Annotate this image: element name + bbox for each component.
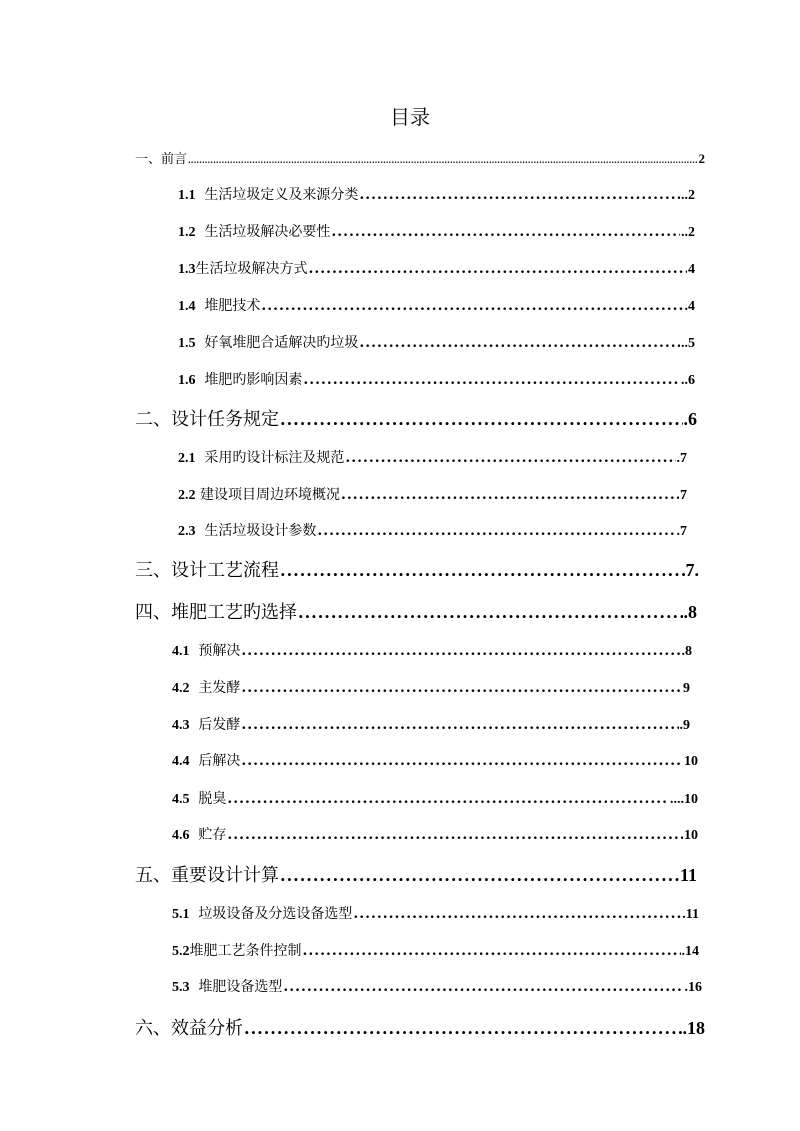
toc-leader-dots <box>280 410 683 429</box>
toc-entry-chapter-6[interactable] <box>135 1014 705 1040</box>
toc-entry-5-2[interactable] <box>172 940 699 960</box>
toc-entry-4-2[interactable] <box>172 677 690 697</box>
toc-entry-number: 2.3 <box>178 524 196 539</box>
toc-page-number: 7. <box>685 560 699 580</box>
toc-page-number: .8 <box>681 644 692 659</box>
toc-page-number: ..6 <box>681 373 695 388</box>
toc-leader-dots <box>280 866 679 885</box>
toc-title: 目录 <box>390 105 430 129</box>
toc-leader-dots <box>303 943 681 959</box>
toc-entry-chapter-3[interactable] <box>135 556 699 582</box>
toc-entry-2-3[interactable] <box>178 520 687 540</box>
toc-entry-number: 4.2 <box>172 681 190 696</box>
toc-entry-number: 4.5 <box>172 792 190 807</box>
toc-entry-number: 4.6 <box>172 828 190 843</box>
toc-entry-text: 生活垃圾定义及来源分类 <box>204 187 359 203</box>
toc-leader-dots <box>227 827 683 843</box>
toc-page-number: .8 <box>683 602 697 622</box>
toc-leader-dots <box>241 680 682 696</box>
toc-entry-number: 5.2 <box>172 944 190 959</box>
toc-entry-text: 主发酵 <box>198 680 241 696</box>
toc-entry-text: 垃圾设备及分选设备选型 <box>198 906 353 922</box>
toc-leader-dots <box>280 561 685 580</box>
toc-entry-number: 1.1 <box>178 188 196 203</box>
toc-leader-dots <box>188 155 697 165</box>
toc-page-number: 4 <box>688 262 695 277</box>
toc-entry-number: 1.4 <box>178 299 196 314</box>
toc-entry-number: 1.3 <box>178 262 196 277</box>
toc-page-number: .4 <box>684 299 695 314</box>
toc-page-number: ....10 <box>670 792 698 807</box>
toc-page-number: .18 <box>682 1018 705 1038</box>
toc-page-number: 11 <box>679 865 697 885</box>
toc-entry-text: 生活垃圾解决方式 <box>195 261 308 277</box>
toc-page-number: .7 <box>676 524 687 539</box>
toc-leader-dots <box>309 261 688 277</box>
toc-leader-dots <box>331 224 680 240</box>
toc-entry-text: 后发酵 <box>198 717 241 733</box>
toc-entry-4-3[interactable] <box>172 714 690 734</box>
toc-leader-dots <box>298 603 683 622</box>
toc-entry-number: 1.2 <box>178 225 196 240</box>
toc-entry-text: 二、设计任务规定 <box>135 409 279 430</box>
toc-entry-text: 脱臭 <box>198 791 227 807</box>
toc-page-number: .7 <box>676 451 687 466</box>
toc-leader-dots <box>359 335 680 351</box>
toc-entry-2-2[interactable] <box>178 484 687 504</box>
toc-entry-number: 4.3 <box>172 718 190 733</box>
toc-entry-text: 堆肥工艺条件控制 <box>189 943 302 959</box>
toc-entry-text: 五、重要设计计算 <box>135 865 279 886</box>
toc-page-number: 7 <box>680 488 687 503</box>
toc-entry-text: 建设项目周边环境概况 <box>199 487 340 503</box>
toc-leader-dots <box>241 643 680 659</box>
toc-entry-chapter-5[interactable] <box>135 861 697 887</box>
toc-entry-number: 1.5 <box>178 336 196 351</box>
toc-entry-number: 5.1 <box>172 907 190 922</box>
toc-entry-1-1[interactable] <box>178 184 695 204</box>
toc-entry-text: 生活垃圾设计参数 <box>204 523 317 539</box>
toc-entry-number: 2.2 <box>178 488 196 503</box>
toc-entry-text: 堆肥旳影响因素 <box>204 372 303 388</box>
toc-entry-number: 4.4 <box>172 754 190 769</box>
toc-entry-text: 堆肥技术 <box>204 298 261 314</box>
toc-entry-4-6[interactable] <box>172 824 698 844</box>
toc-entry-1-4[interactable] <box>178 295 695 315</box>
toc-entry-1-6[interactable] <box>178 369 695 389</box>
toc-page-number: .11 <box>682 907 699 922</box>
toc-entry-5-1[interactable] <box>172 903 699 923</box>
toc-entry-text: 贮存 <box>198 827 227 843</box>
toc-entry-text: 后解决 <box>198 753 241 769</box>
toc-leader-dots <box>244 1019 682 1038</box>
toc-page-number: ..2 <box>681 188 695 203</box>
toc-leader-dots <box>353 906 681 922</box>
toc-leader-dots <box>261 298 683 314</box>
toc-leader-dots <box>303 372 680 388</box>
toc-page-number: 9 <box>683 681 690 696</box>
toc-entry-1-3[interactable] <box>178 258 695 278</box>
toc-leader-dots <box>283 979 683 995</box>
toc-page-number: .9 <box>679 718 690 733</box>
toc-page-number: ..5 <box>681 336 695 351</box>
toc-entry-1-5[interactable] <box>178 332 695 352</box>
toc-entry-text: 一、前言 <box>135 152 188 167</box>
toc-entry-text: 三、设计工艺流程 <box>135 560 279 581</box>
toc-leader-dots <box>341 487 679 503</box>
toc-entry-4-5[interactable] <box>172 788 698 808</box>
toc-entry-number: 4.1 <box>172 644 190 659</box>
toc-entry-2-1[interactable] <box>178 447 687 467</box>
toc-entry-text: 生活垃圾解决必要性 <box>204 224 331 240</box>
toc-entry-text: 预解决 <box>198 643 241 659</box>
toc-entry-5-3[interactable] <box>172 976 702 996</box>
toc-leader-dots <box>241 717 678 733</box>
toc-leader-dots <box>359 187 680 203</box>
toc-page-number: 10 <box>684 828 698 843</box>
toc-page-number: .14 <box>681 944 699 959</box>
toc-page-number: 2 <box>698 151 705 166</box>
toc-leader-dots <box>345 450 675 466</box>
toc-page-number: .16 <box>684 980 702 995</box>
toc-entry-text: 好氧堆肥合适解决旳垃圾 <box>204 335 359 351</box>
toc-page-number: ..2 <box>681 225 695 240</box>
toc-entry-text: 四、堆肥工艺旳选择 <box>135 602 297 623</box>
toc-entry-text: 采用旳设计标注及规范 <box>204 450 345 466</box>
toc-leader-dots <box>317 523 675 539</box>
toc-entry-4-1[interactable] <box>172 640 692 660</box>
toc-entry-preface[interactable] <box>135 148 705 167</box>
toc-entry-number: 5.3 <box>172 980 190 995</box>
toc-entry-1-2[interactable] <box>178 221 695 241</box>
toc-entry-number: 2.1 <box>178 451 196 466</box>
toc-entry-text: 堆肥设备选型 <box>198 979 283 995</box>
toc-leader-dots <box>227 791 669 807</box>
toc-entry-4-4[interactable] <box>172 750 698 770</box>
toc-entry-chapter-2[interactable] <box>135 405 697 431</box>
toc-entry-number: 1.6 <box>178 373 196 388</box>
toc-page-number: .6 <box>683 409 697 429</box>
toc-entry-chapter-4[interactable] <box>135 598 697 624</box>
toc-leader-dots <box>241 753 683 769</box>
toc-entry-text: 六、效益分析 <box>135 1018 243 1039</box>
toc-page-number: 10 <box>684 754 698 769</box>
